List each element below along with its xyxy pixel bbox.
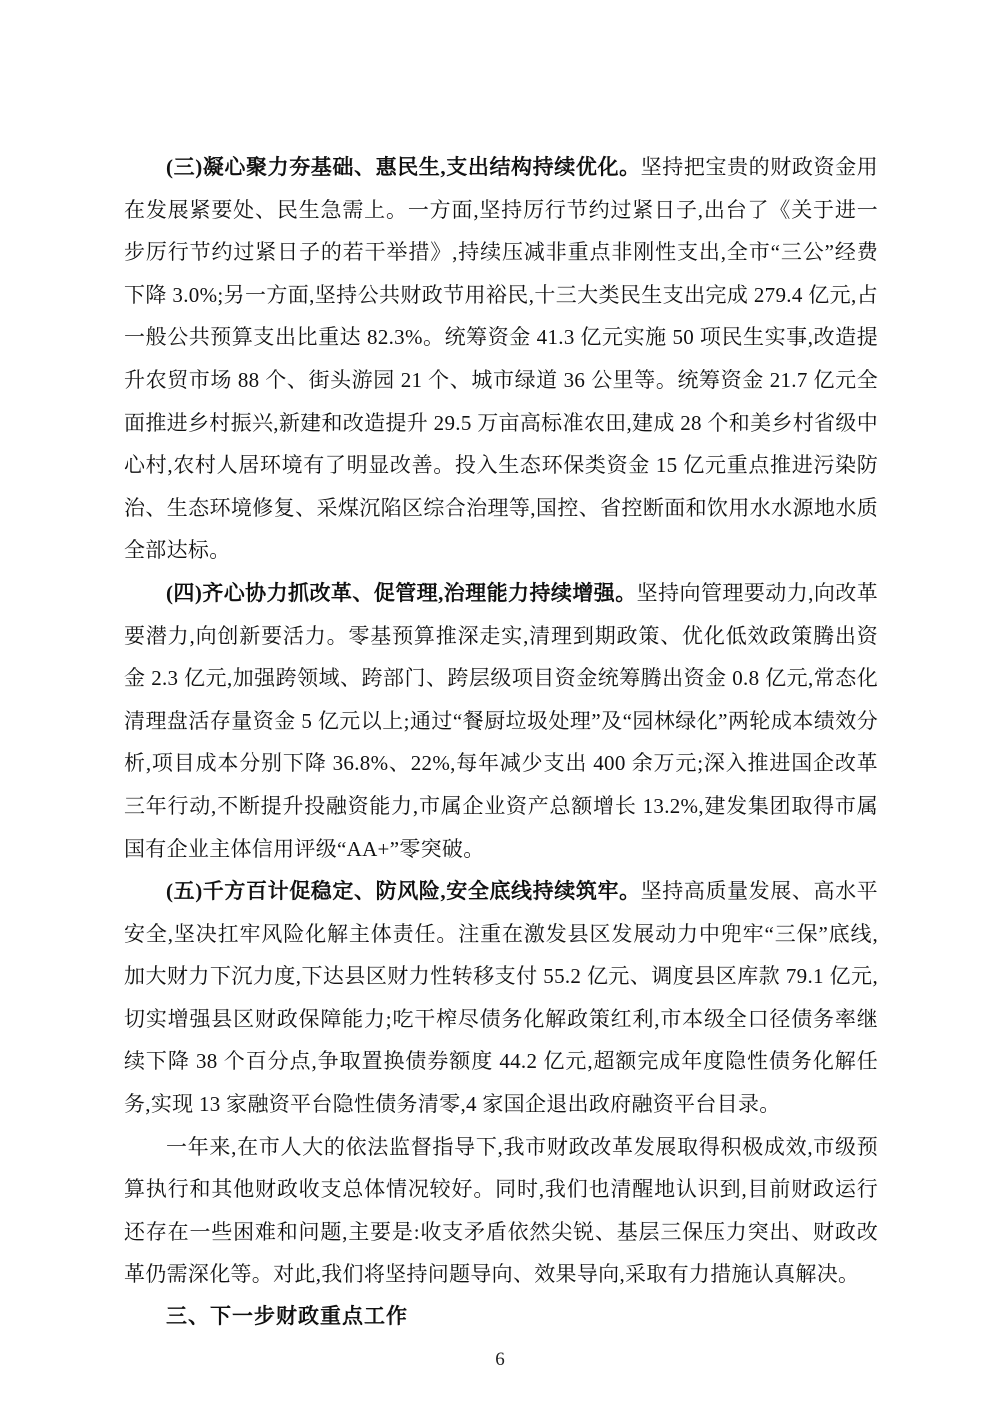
paragraph-text: 坚持高质量发展、高水平安全,坚决扛牢风险化解主体责任。注重在激发县区发展动力中兜牢“三保”底线,加大财力下沉力度,下达县区财力性转移支付 55.2 亿元、调度县区库款 79.1 亿元,切实增强县区财政保障能力;吃干榨尽债务化解政策红利,市本级全口径债务率继续下降 38 个百分点,争取置换债券额度 44.2 亿元,超额完成年度隐性债务化解任务,实现 13 家融资平台隐性债务清零,4 家国企退出政府融资平台目录。 bbox=[124, 879, 878, 1117]
paragraph-text: 一年来,在市人大的依法监督指导下,我市财政改革发展取得积极成效,市级预算执行和其他财政收支总体情况较好。同时,我们也清醒地认识到,目前财政运行还存在一些困难和问题,主要是:收支矛盾依然尖锐、基层三保压力突出、财政改革仍需深化等。对此,我们将坚持问题导向、效果导向,采取有力措施认真解决。 bbox=[124, 1134, 878, 1287]
section-heading bbox=[124, 1296, 878, 1339]
document-body bbox=[124, 146, 878, 1339]
paragraph-text: 坚持向管理要动力,向改革要潜力,向创新要活力。零基预算推深走实,清理到期政策、优化低效政策腾出资金 2.3 亿元,加强跨领域、跨部门、跨层级项目资金统筹腾出资金 0.8 亿元,常态化清理盘活存量资金 5 亿元以上;通过“餐厨垃圾处理”及“园林绿化”两轮成本绩效分析,项目成本分别下降 36.8%、22%,每年减少支出 400 余万元;深入推进国企改革三年行动,不断提升投融资能力,市属企业资产总额增长 13.2%,建发集团取得市属国有企业主体信用评级“AA+”零突破。 bbox=[124, 580, 878, 861]
paragraph-text: 坚持把宝贵的财政资金用在发展紧要处、民生急需上。一方面,坚持厉行节约过紧日子,出台了《关于进一步厉行节约过紧日子的若干举措》,持续压减非重点非刚性支出,全市“三公”经费下降 3.0%;另一方面,坚持公共财政节用裕民,十三大类民生支出完成 279.4 亿元,占一般公共预算支出比重达 82.3%。统筹资金 41.3 亿元实施 50 项民生实事,改造提升农贸市场 88 个、街头游园 21 个、城市绿道 36 公里等。统筹资金 21.7 亿元全面推进乡村振兴,新建和改造提升 29.5 万亩高标准农田,建成 28 个和美乡村省级中心村,农村人居环境有了明显改善。投入生态环保类资金 15 亿元重点推进污染防治、生态环境修复、采煤沉陷区综合治理等,国控、省控断面和饮用水水源地水质全部达标。 bbox=[124, 155, 878, 563]
paragraph bbox=[124, 146, 878, 572]
paragraph bbox=[124, 1126, 878, 1296]
paragraph bbox=[124, 870, 878, 1126]
page-number: 6 bbox=[495, 1349, 505, 1370]
paragraph-lead: (三)凝心聚力夯基础、惠民生,支出结构持续优化。 bbox=[166, 155, 641, 179]
paragraph bbox=[124, 572, 878, 870]
section-heading-text: 三、下一步财政重点工作 bbox=[166, 1305, 408, 1329]
paragraph-lead: (四)齐心协力抓改革、促管理,治理能力持续增强。 bbox=[166, 580, 637, 605]
paragraph-lead: (五)千方百计促稳定、防风险,安全底线持续筑牢。 bbox=[166, 879, 641, 904]
